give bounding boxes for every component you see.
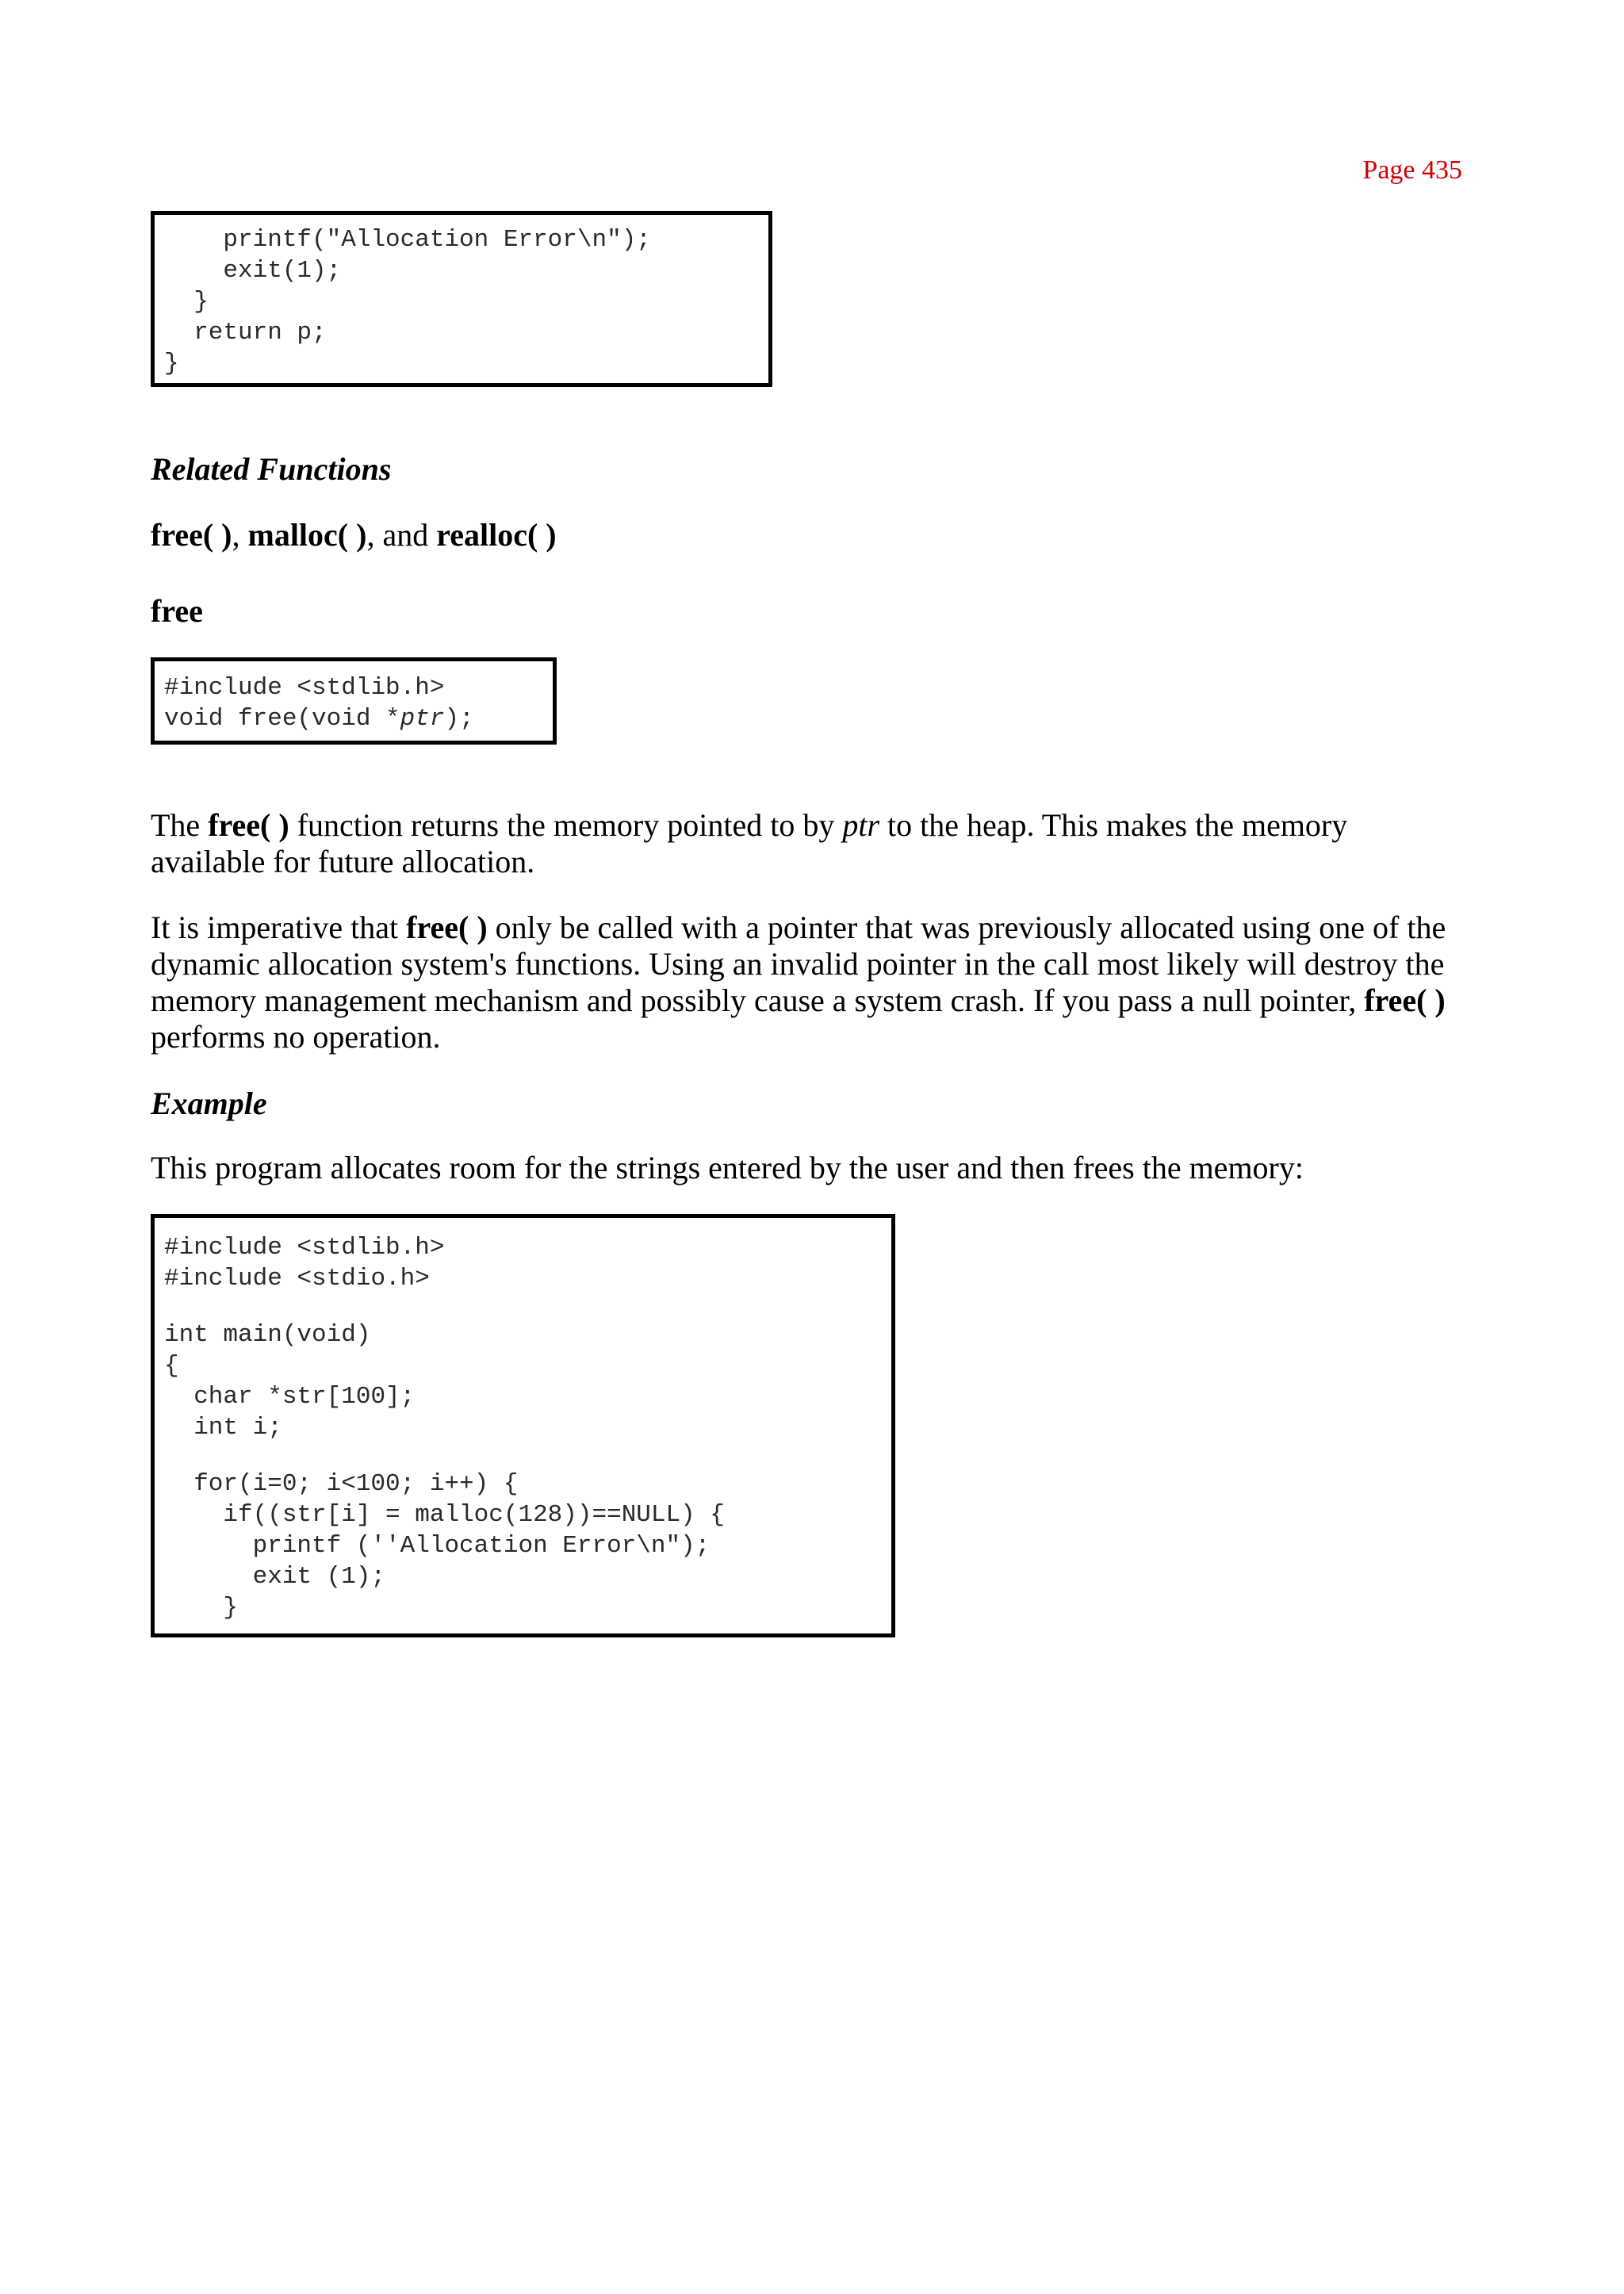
blank-line	[164, 1294, 891, 1319]
text: The	[151, 807, 209, 843]
code-block-continuation	[151, 211, 772, 387]
example-heading: Example	[151, 1086, 267, 1121]
text: It is imperative that	[151, 910, 407, 945]
page-number: Page 435	[1362, 155, 1462, 185]
text: performs no operation.	[151, 1019, 441, 1055]
related-functions-list	[151, 517, 1467, 553]
blank-line	[164, 1443, 891, 1469]
related-func-realloc: realloc( )	[436, 517, 557, 553]
code-line: for(i=0; i<100; i++) {	[164, 1470, 519, 1498]
code-line: }	[164, 1594, 239, 1622]
related-func-malloc: malloc( )	[247, 517, 367, 553]
related-func-free: free( )	[151, 517, 232, 553]
code-line: printf (''Allocation Error\n");	[164, 1532, 710, 1560]
description-paragraph-2	[151, 910, 1467, 1055]
code-line: }	[164, 288, 209, 316]
param-name: ptr	[842, 807, 880, 843]
code-line: }	[164, 350, 179, 377]
code-line: #include <stdlib.h>	[164, 1234, 445, 1262]
separator: ,	[232, 517, 248, 553]
func-name: free( )	[406, 910, 488, 945]
example-code-block	[151, 1214, 895, 1637]
func-name: free( )	[208, 807, 289, 843]
code-line: int main(void)	[164, 1321, 371, 1349]
code-line: printf("Allocation Error\n");	[164, 226, 651, 254]
func-name: free( )	[1364, 982, 1446, 1018]
text: function returns the memory pointed to by	[289, 807, 843, 843]
code-line: {	[164, 1352, 179, 1380]
description-paragraph-1	[151, 807, 1467, 880]
code-text: void free(void *	[164, 705, 400, 733]
code-line	[164, 703, 553, 734]
param-ptr: ptr	[400, 705, 445, 733]
code-line: #include <stdlib.h>	[164, 674, 445, 702]
code-line: int i;	[164, 1414, 282, 1442]
code-line: if((str[i] = malloc(128))==NULL) {	[164, 1501, 725, 1529]
code-line: #include <stdio.h>	[164, 1265, 430, 1293]
example-intro: This program allocates room for the strings entered by the user and then frees the memory:	[151, 1150, 1304, 1185]
code-line: char *str[100];	[164, 1383, 416, 1411]
separator: , and	[366, 517, 437, 553]
text: only be called with a pointer that was previously allocated using one of the dynamic allocation system's functions. Using an invalid pointer in the call most likely will destroy the memory management mechanism and possibly cause a system crash. If you pass a null pointer,	[151, 910, 1446, 1018]
text: to the heap. This makes the memory available for future allocation.	[151, 807, 1348, 879]
code-line: exit (1);	[164, 1563, 386, 1591]
related-functions-heading: Related Functions	[151, 451, 392, 487]
code-text: );	[444, 705, 474, 733]
code-line: return p;	[164, 319, 327, 347]
code-line: exit(1);	[164, 257, 342, 285]
prototype-code-block	[151, 657, 557, 745]
section-title: free	[151, 593, 203, 629]
